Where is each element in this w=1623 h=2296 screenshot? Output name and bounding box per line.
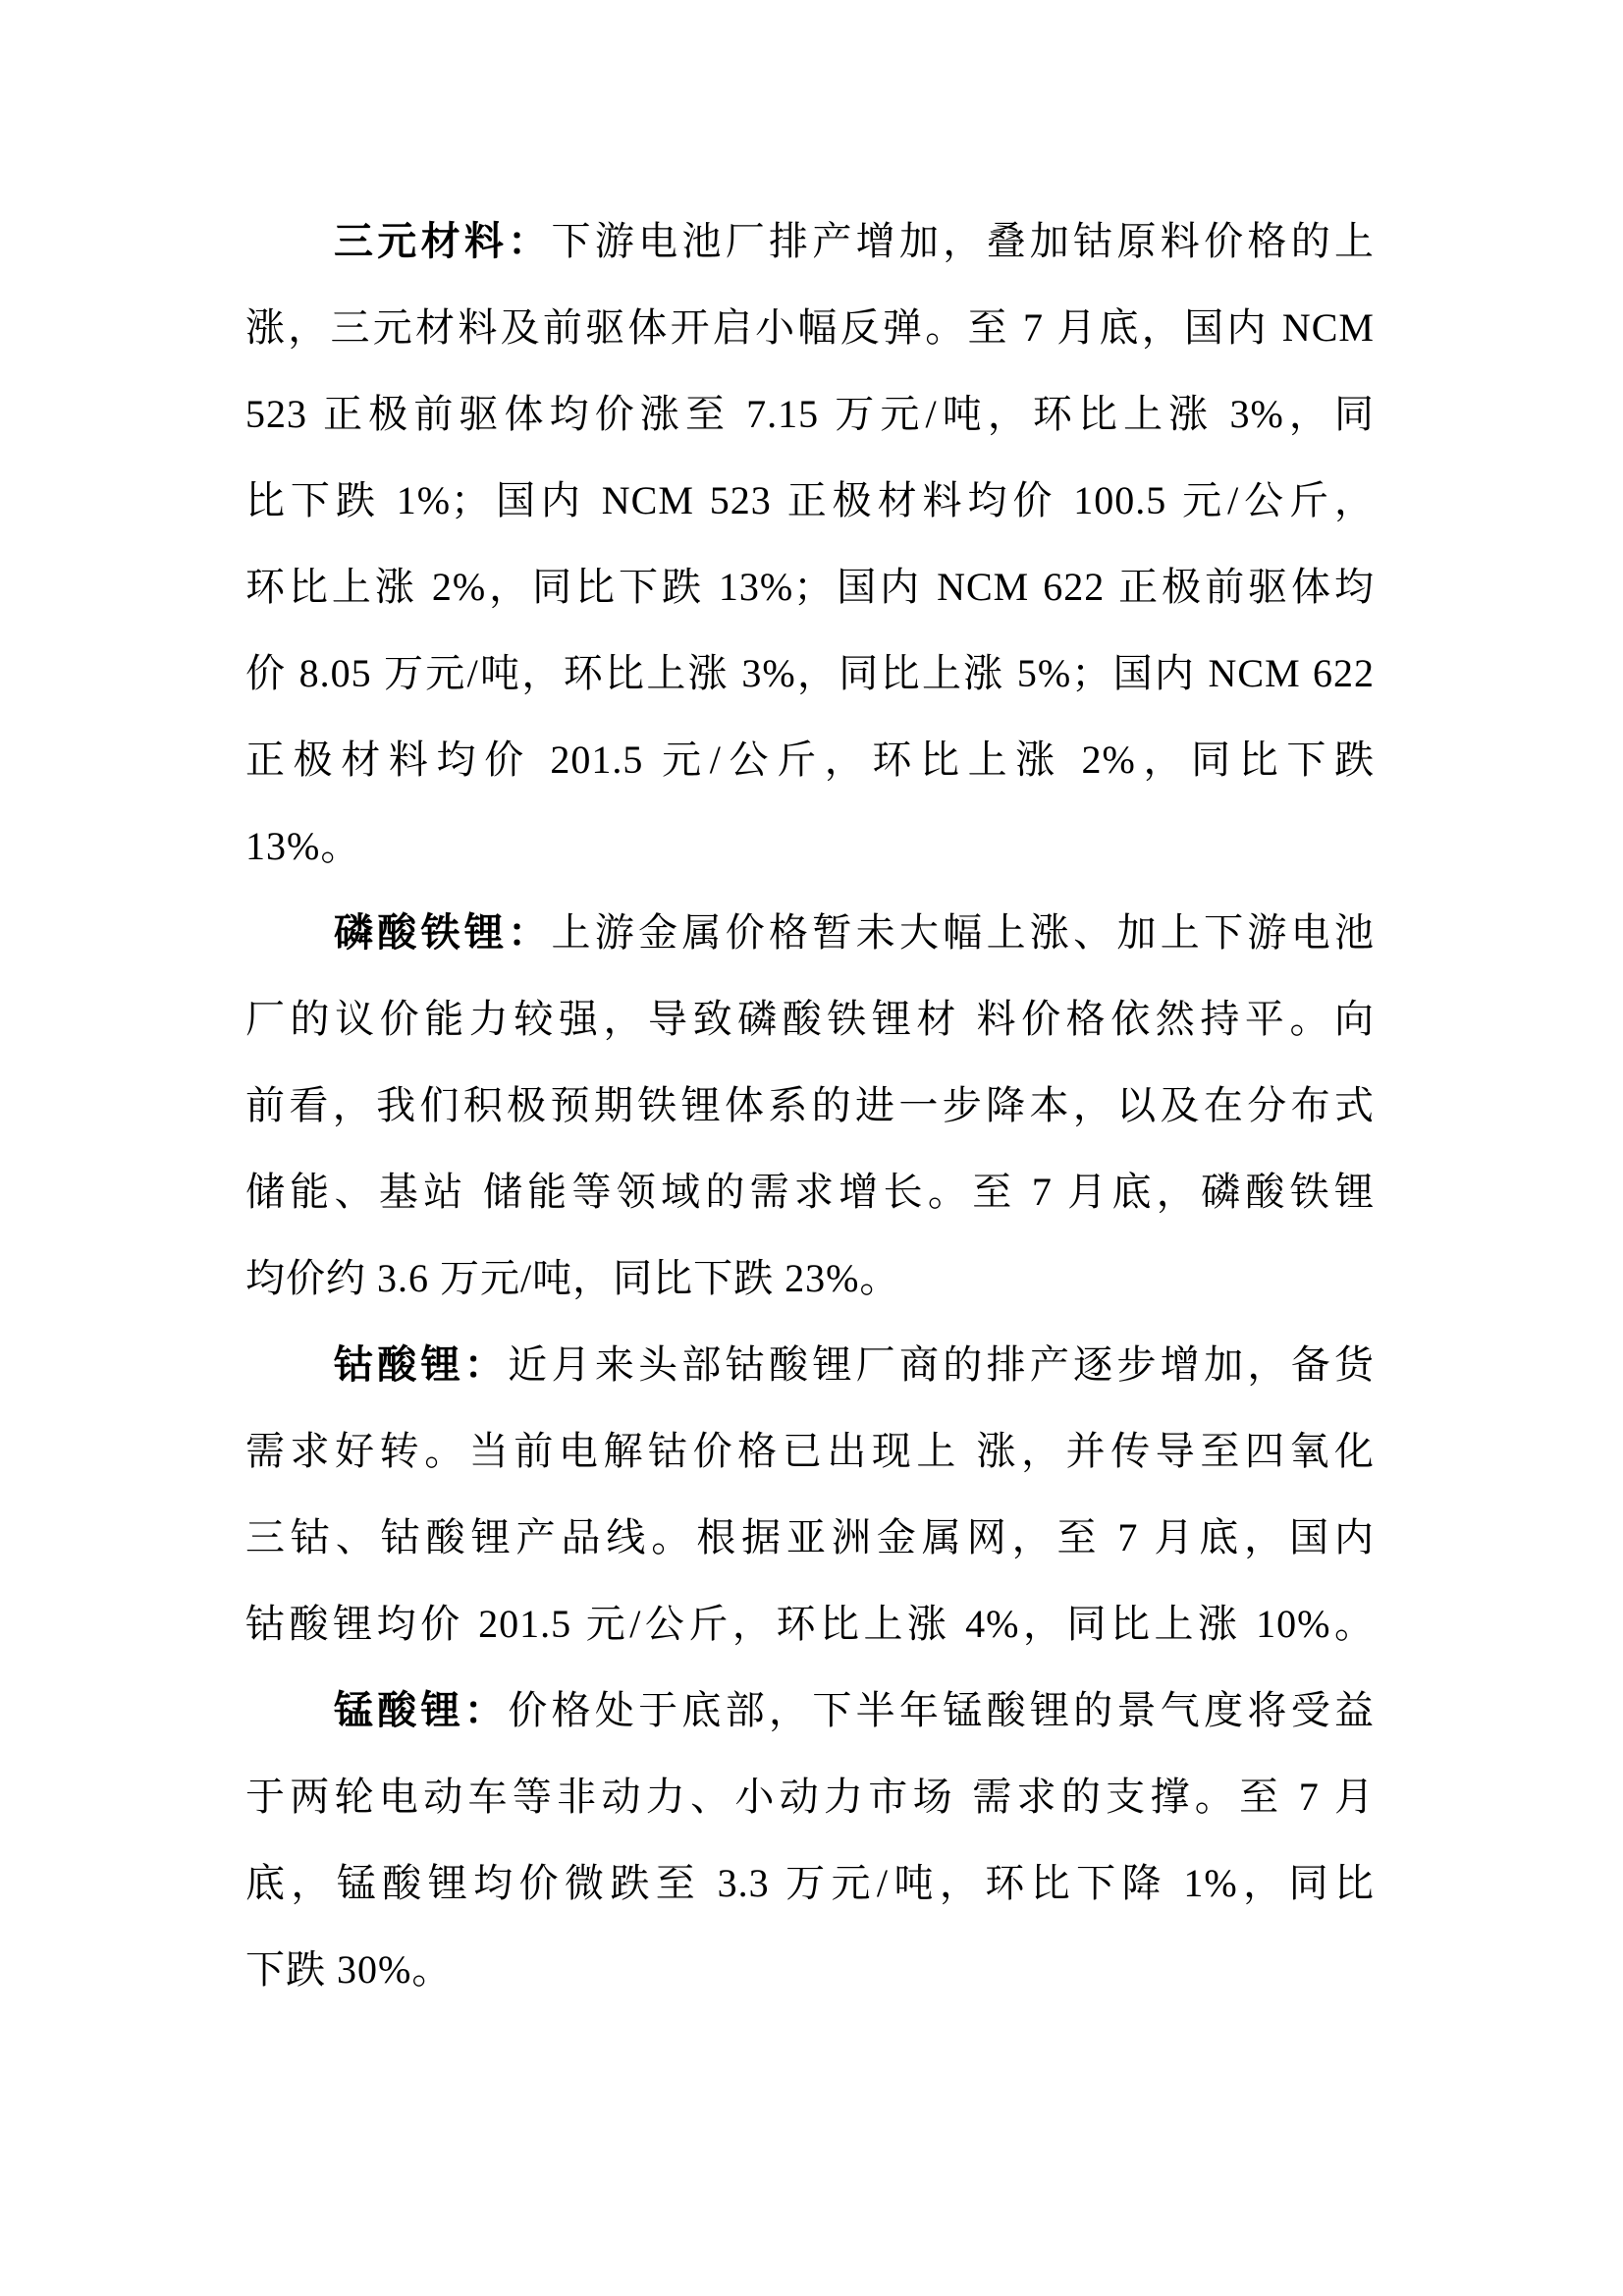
- text-line: [245, 1149, 1375, 1235]
- paragraph-lithium-cobalt-oxide: [245, 1322, 1375, 1667]
- paragraph-lithium-manganese-oxide: [245, 1667, 1375, 2013]
- text-line: [245, 717, 1375, 803]
- document-body: [245, 198, 1375, 2013]
- text-line: [245, 803, 1375, 890]
- text-segment: 正极材料均价 201.5 元/公斤，环比上涨 2%，同比下跌: [245, 738, 1375, 782]
- text-segment: 下游电池厂排产增加，叠加钴原料价格的上: [551, 219, 1375, 263]
- text-line: [245, 1581, 1375, 1667]
- text-line: [245, 1063, 1375, 1149]
- text-segment: 价格处于底部，下半年锰酸锂的景气度将受益: [508, 1688, 1375, 1732]
- text-segment: 价 8.05 万元/吨，环比上涨 3%，同比上涨 5%；国内 NCM 622: [245, 651, 1375, 695]
- text-line: [245, 458, 1375, 544]
- text-segment: 涨，三元材料及前驱体开启小幅反弹。至 7 月底，国内 NCM: [245, 305, 1375, 350]
- text-segment: 厂的议价能力较强，导致磷酸铁锂材 料价格依然持平。向: [245, 997, 1375, 1041]
- paragraph-heading: 钴酸锂：: [334, 1342, 509, 1387]
- text-segment: 需求好转。当前电解钴价格已出现上 涨，并传导至四氧化: [245, 1429, 1375, 1473]
- text-segment: 钴酸锂均价 201.5 元/公斤，环比上涨 4%，同比上涨 10%。: [245, 1602, 1375, 1646]
- paragraph-heading: 三元材料：: [334, 219, 552, 263]
- text-line: [245, 544, 1375, 630]
- text-segment: 底，锰酸锂均价微跌至 3.3 万元/吨，环比下降 1%，同比: [245, 1861, 1375, 1905]
- text-segment: 三钴、钴酸锂产品线。根据亚洲金属网，至 7 月底，国内: [245, 1515, 1375, 1559]
- text-line: [245, 198, 1375, 285]
- paragraph-lithium-iron-phosphate: [245, 890, 1375, 1322]
- text-segment: 比下跌 1%；国内 NCM 523 正极材料均价 100.5 元/公斤，: [245, 478, 1375, 522]
- text-line: [245, 630, 1375, 717]
- text-segment: 于两轮电动车等非动力、小动力市场 需求的支撑。至 7 月: [245, 1775, 1375, 1819]
- text-line: [245, 1840, 1375, 1927]
- text-line: [245, 1235, 1375, 1322]
- text-line: [245, 1667, 1375, 1754]
- text-segment: 储能、基站 储能等领域的需求增长。至 7 月底，磷酸铁锂: [245, 1170, 1375, 1214]
- text-segment: 环比上涨 2%，同比下跌 13%；国内 NCM 622 正极前驱体均: [245, 565, 1375, 609]
- text-line: [245, 1495, 1375, 1581]
- paragraph-ternary-materials: [245, 198, 1375, 890]
- text-segment: 均价约 3.6 万元/吨，同比下跌 23%。: [245, 1256, 900, 1300]
- text-line: [245, 285, 1375, 371]
- text-line: [245, 371, 1375, 458]
- text-line: [245, 976, 1375, 1063]
- paragraph-heading: 锰酸锂：: [334, 1688, 509, 1732]
- text-segment: 近月来头部钴酸锂厂商的排产逐步增加，备货: [508, 1342, 1375, 1387]
- text-line: [245, 1927, 1375, 2013]
- text-segment: 前看，我们积极预期铁锂体系的进一步降本，以及在分布式: [245, 1083, 1375, 1127]
- text-line: [245, 1322, 1375, 1408]
- text-segment: 523 正极前驱体均价涨至 7.15 万元/吨，环比上涨 3%，同: [245, 392, 1375, 436]
- text-line: [245, 890, 1375, 976]
- text-segment: 下跌 30%。: [245, 1947, 453, 1992]
- text-line: [245, 1408, 1375, 1495]
- paragraph-heading: 磷酸铁锂：: [334, 910, 552, 955]
- text-segment: 上游金属价格暂未大幅上涨、加上下游电池: [551, 910, 1375, 955]
- text-line: [245, 1754, 1375, 1840]
- text-segment: 13%。: [245, 824, 361, 868]
